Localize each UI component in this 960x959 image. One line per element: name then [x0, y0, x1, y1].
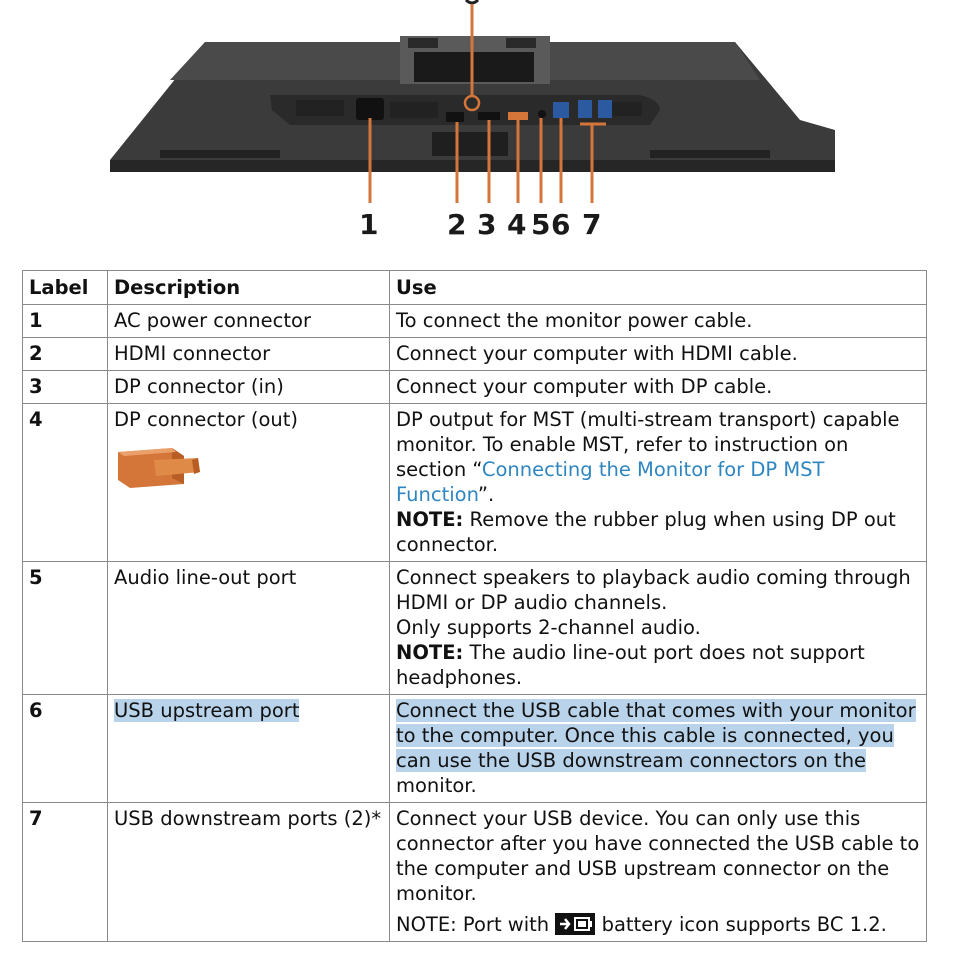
- row-label: 6: [23, 695, 108, 803]
- callout-1: 1: [359, 208, 379, 241]
- row-description: DP connector (in): [108, 371, 390, 404]
- note-text: The audio line-out port does not support headphones.: [396, 641, 865, 689]
- header-description: Description: [108, 271, 390, 305]
- row-use: [390, 803, 927, 942]
- row-use: Connect your computer with HDMI cable.: [390, 338, 927, 371]
- row-description: [108, 695, 390, 803]
- battery-note: [396, 912, 920, 937]
- row-use-text: Connect your USB device. You can only use this connector after you have connected the USB cable to the computer and USB upstream connector on the monitor.: [396, 807, 920, 905]
- dp-mst-section-link[interactable]: Connecting the Monitor for DP MST Function: [396, 458, 825, 506]
- table-row: [23, 803, 927, 942]
- callout-5: 5: [531, 208, 551, 241]
- row-use-text-end: ”.: [477, 483, 495, 506]
- row-description: Audio line-out port: [108, 562, 390, 695]
- highlighted-description: USB upstream port: [114, 699, 300, 722]
- port-spec-table: [22, 270, 927, 942]
- row-use-text-end: monitor.: [396, 774, 477, 797]
- row-use: To connect the monitor power cable.: [390, 305, 927, 338]
- rubber-plug-icon: [114, 438, 206, 498]
- callout-2: 2: [447, 208, 467, 241]
- table-header-row: [23, 271, 927, 305]
- row-use-text-2: Only supports 2-channel audio.: [396, 616, 701, 639]
- note-prefix: NOTE: Port with: [396, 913, 556, 936]
- row-description: HDMI connector: [108, 338, 390, 371]
- note-suffix: battery icon supports BC 1.2.: [595, 913, 887, 936]
- callout-6: 6: [551, 208, 571, 241]
- note-label: NOTE:: [396, 508, 464, 531]
- row-label: 7: [23, 803, 108, 942]
- monitor-rear-diagram: [0, 0, 960, 250]
- table-row: [23, 404, 927, 562]
- row-description-text: DP connector (out): [114, 408, 299, 431]
- note-label: NOTE:: [396, 641, 464, 664]
- row-use-text: Connect speakers to playback audio coming through HDMI or DP audio channels.: [396, 566, 911, 614]
- row-use: Connect your computer with DP cable.: [390, 371, 927, 404]
- row-use: [390, 562, 927, 695]
- row-use-text: DP output for MST (multi-stream transport) capable monitor. To enable MST, refer to instruction on section “: [396, 408, 900, 481]
- row-use: [390, 695, 927, 803]
- row-label: 4: [23, 404, 108, 562]
- table-row: [23, 305, 927, 338]
- row-use: [390, 404, 927, 562]
- header-label: Label: [23, 271, 108, 305]
- table-row: [23, 562, 927, 695]
- table-row: [23, 338, 927, 371]
- battery-charging-icon: [555, 913, 595, 935]
- row-label: 5: [23, 562, 108, 695]
- header-use: Use: [390, 271, 927, 305]
- callout-7: 7: [582, 208, 602, 241]
- row-label: 3: [23, 371, 108, 404]
- callout-3: 3: [477, 208, 497, 241]
- callout-4: 4: [507, 208, 527, 241]
- row-description: USB downstream ports (2)*: [108, 803, 390, 942]
- row-label: 1: [23, 305, 108, 338]
- table-row: [23, 371, 927, 404]
- row-description: [108, 404, 390, 562]
- highlighted-use-text: Connect the USB cable that comes with your monitor to the computer. Once this cable is connected, you can use the USB downstream connectors on the: [396, 699, 916, 772]
- row-description: AC power connector: [108, 305, 390, 338]
- row-label: 2: [23, 338, 108, 371]
- note-text: Remove the rubber plug when using DP out connector.: [396, 508, 896, 556]
- table-row: [23, 695, 927, 803]
